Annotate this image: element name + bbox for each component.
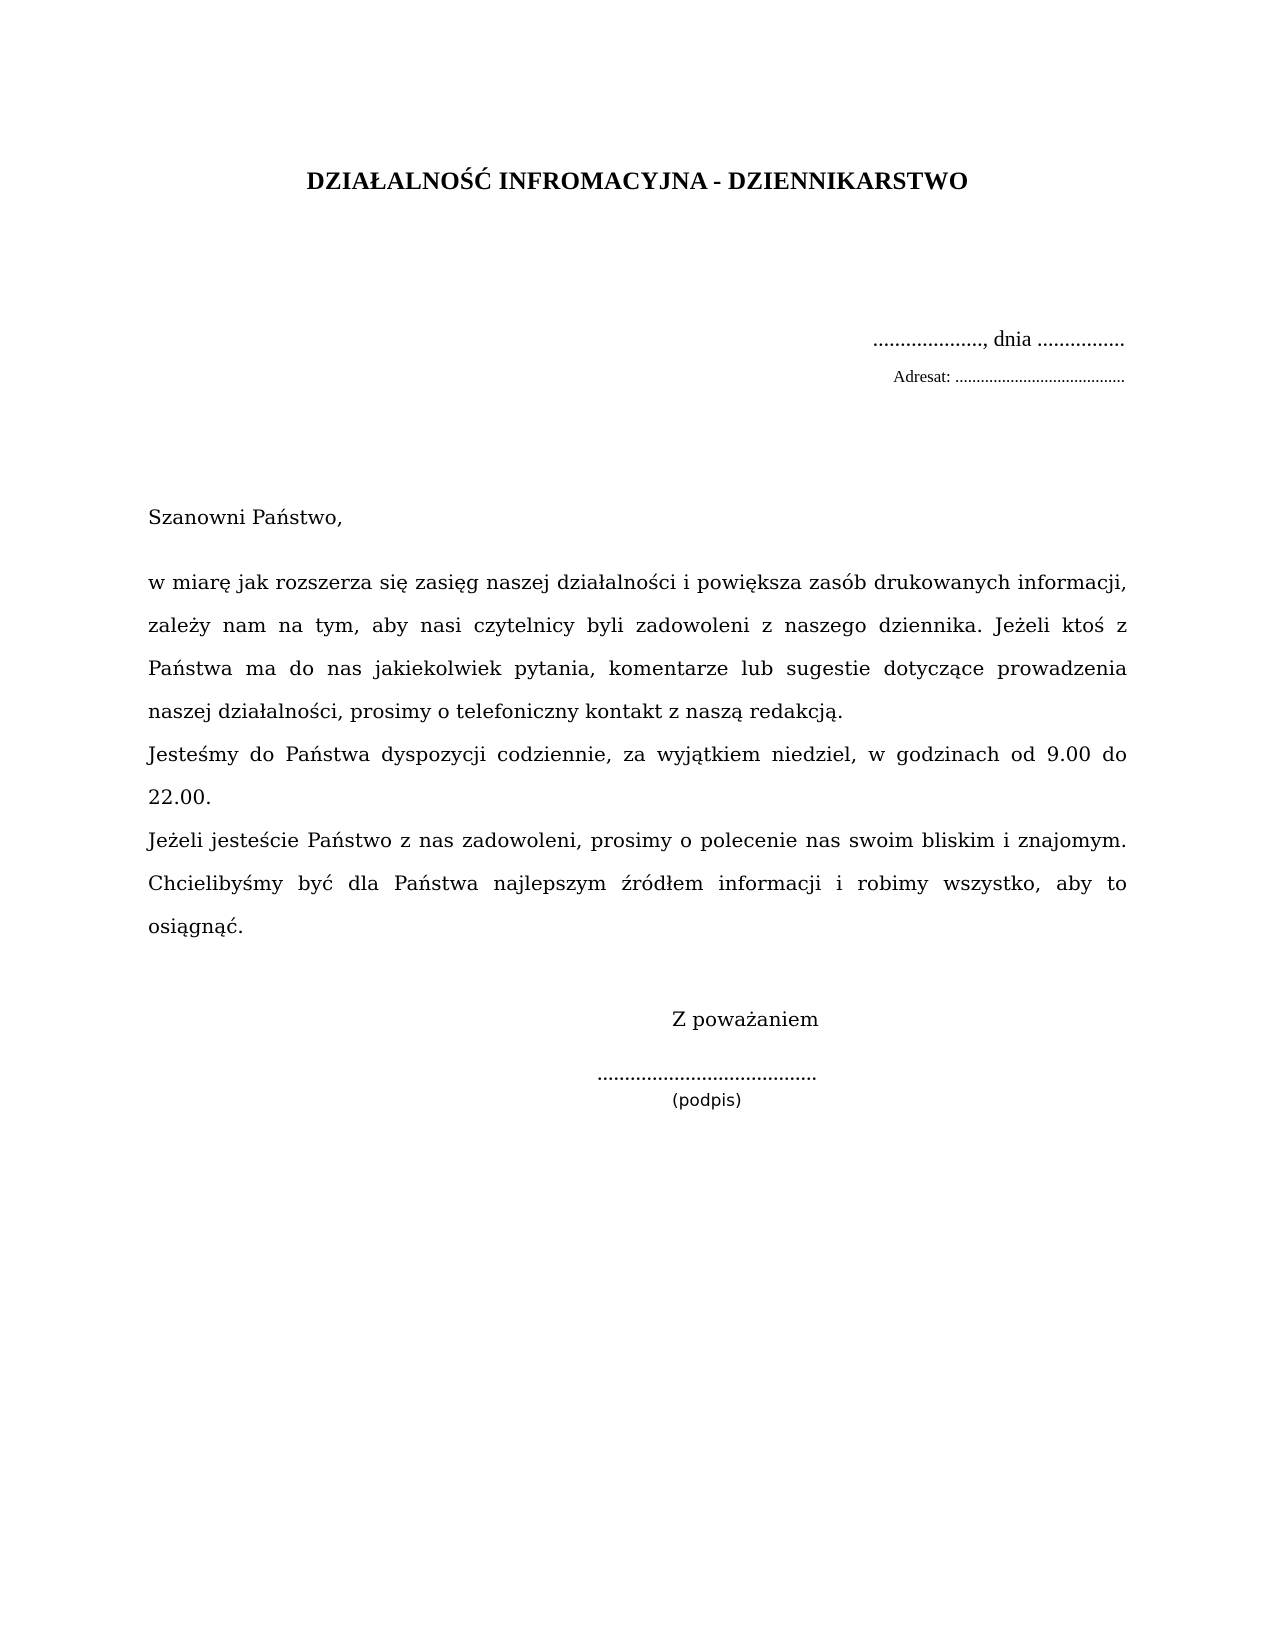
signature-line: ........................................ xyxy=(597,1060,817,1085)
signature-label: (podpis) xyxy=(672,1091,742,1111)
body-paragraph-3: Jeżeli jesteście Państwo z nas zadowoleni, prosimy o polecenie nas swoim bliskim i znajomym. Chcielibyśmy być dla Państwa najlepszym źródłem informacji i robimy wszystko, aby to osiągnąć. xyxy=(148,828,1127,938)
document-title: DZIAŁALNOŚĆ INFROMACYJNA - DZIENNIKARSTWO xyxy=(306,168,969,195)
body-paragraph-2: Jesteśmy do Państwa dyspozycji codziennie, za wyjątkiem niedziel, w godzinach od 9.00 do 22.00. xyxy=(148,742,1127,809)
closing-phrase: Z poważaniem xyxy=(672,1007,819,1031)
addressee-line: Adresat: ........................................ xyxy=(893,367,1125,386)
letter-body xyxy=(148,561,1127,948)
greeting: Szanowni Państwo, xyxy=(148,505,344,529)
body-paragraph-1: w miarę jak rozszerza się zasięg naszej działalności i powiększa zasób drukowanych informacji, zależy nam na tym, aby nasi czytelnicy byli zadowoleni z naszego dziennika. Jeżeli ktoś z Państwa ma do nas jakiekolwiek pytania, komentarze lub sugestie dotyczące prowadzenia naszej działalności, prosimy o telefoniczny kontakt z naszą redakcją. xyxy=(148,570,1127,723)
place-date-line: ...................., dnia ................ xyxy=(872,326,1125,351)
